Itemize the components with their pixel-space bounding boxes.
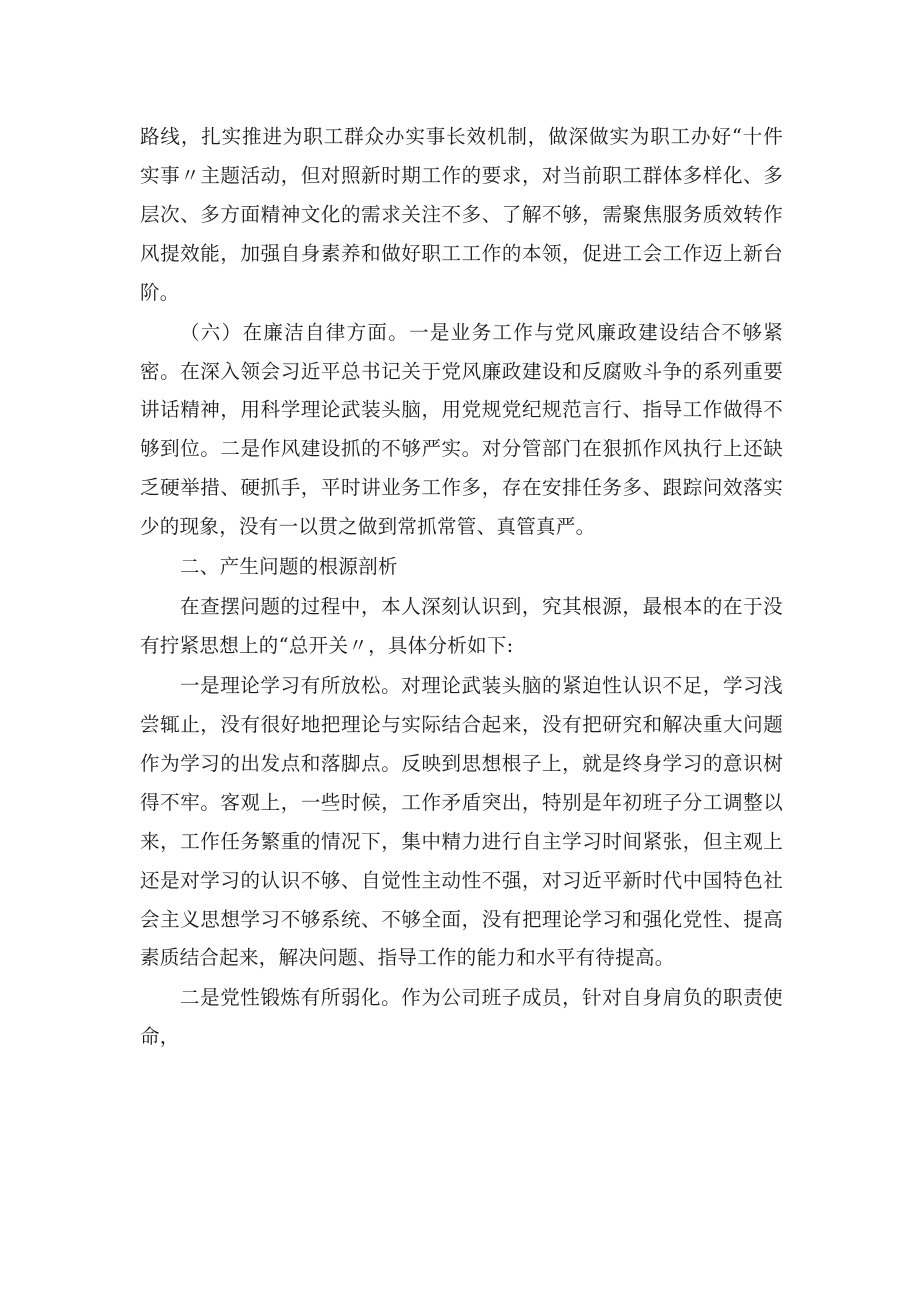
paragraph-integrity-self-discipline: （六）在廉洁自律方面。一是业务工作与党风廉政建设结合不够紧密。在深入领会习近平总书记关于党风廉政建设和反腐败斗争的系列重要讲话精神，用科学理论武装头脑，用党规党纪规范言行、指导工作做得不够到位。二是作风建设抓的不够严实。对分管部门在狠抓作风执行上还缺乏硬举措、硬抓手，平时讲业务工作多，存在安排任务多、跟踪问效落实少的现象，没有一以贯之做到常抓常管、真管真严。 <box>140 320 783 539</box>
paragraph-theory-study: 一是理论学习有所放松。对理论武装头脑的紧迫性认识不足，学习浅尝辄止，没有很好地把理论与实际结合起来，没有把研究和解决重大问题作为学习的出发点和落脚点。反映到思想根子上，就是终身学习的意识树得不牢。客观上，一些时候，工作矛盾突出，特别是年初班子分工调整以来，工作任务繁重的情况下，集中精力进行自主学习时间紧张，但主观上还是对学习的认识不够、自觉性主动性不强，对习近平新时代中国特色社会主义思想学习不够系统、不够全面，没有把理论学习和强化党性、提高素质结合起来，解决问题、指导工作的能力和水平有待提高。 <box>140 674 783 970</box>
document-body <box>140 118 783 1057</box>
paragraph-continuation: 路线，扎实推进为职工群众办实事长效机制，做深做实为职工办好“十件实事〃主题活动，但对照新时期工作的要求，对当前职工群体多样化、多层次、多方面精神文化的需求关注不多、了解不够，需聚焦服务质效转作风提效能，加强自身素养和做好职工工作的本领，促进工会工作迈上新台阶。 <box>140 125 783 304</box>
paragraph-party-spirit: 二是党性锻炼有所弱化。作为公司班子成员，针对自身肩负的职责使命， <box>140 986 783 1049</box>
paragraph-root-cause-intro: 在查摆问题的过程中，本人深刻认识到，究其根源，最根本的在于没有拧紧思想上的“总开关〃，具体分析如下: <box>140 595 783 658</box>
section-heading-root-cause-analysis: 二、产生问题的根源剖析 <box>179 555 398 579</box>
